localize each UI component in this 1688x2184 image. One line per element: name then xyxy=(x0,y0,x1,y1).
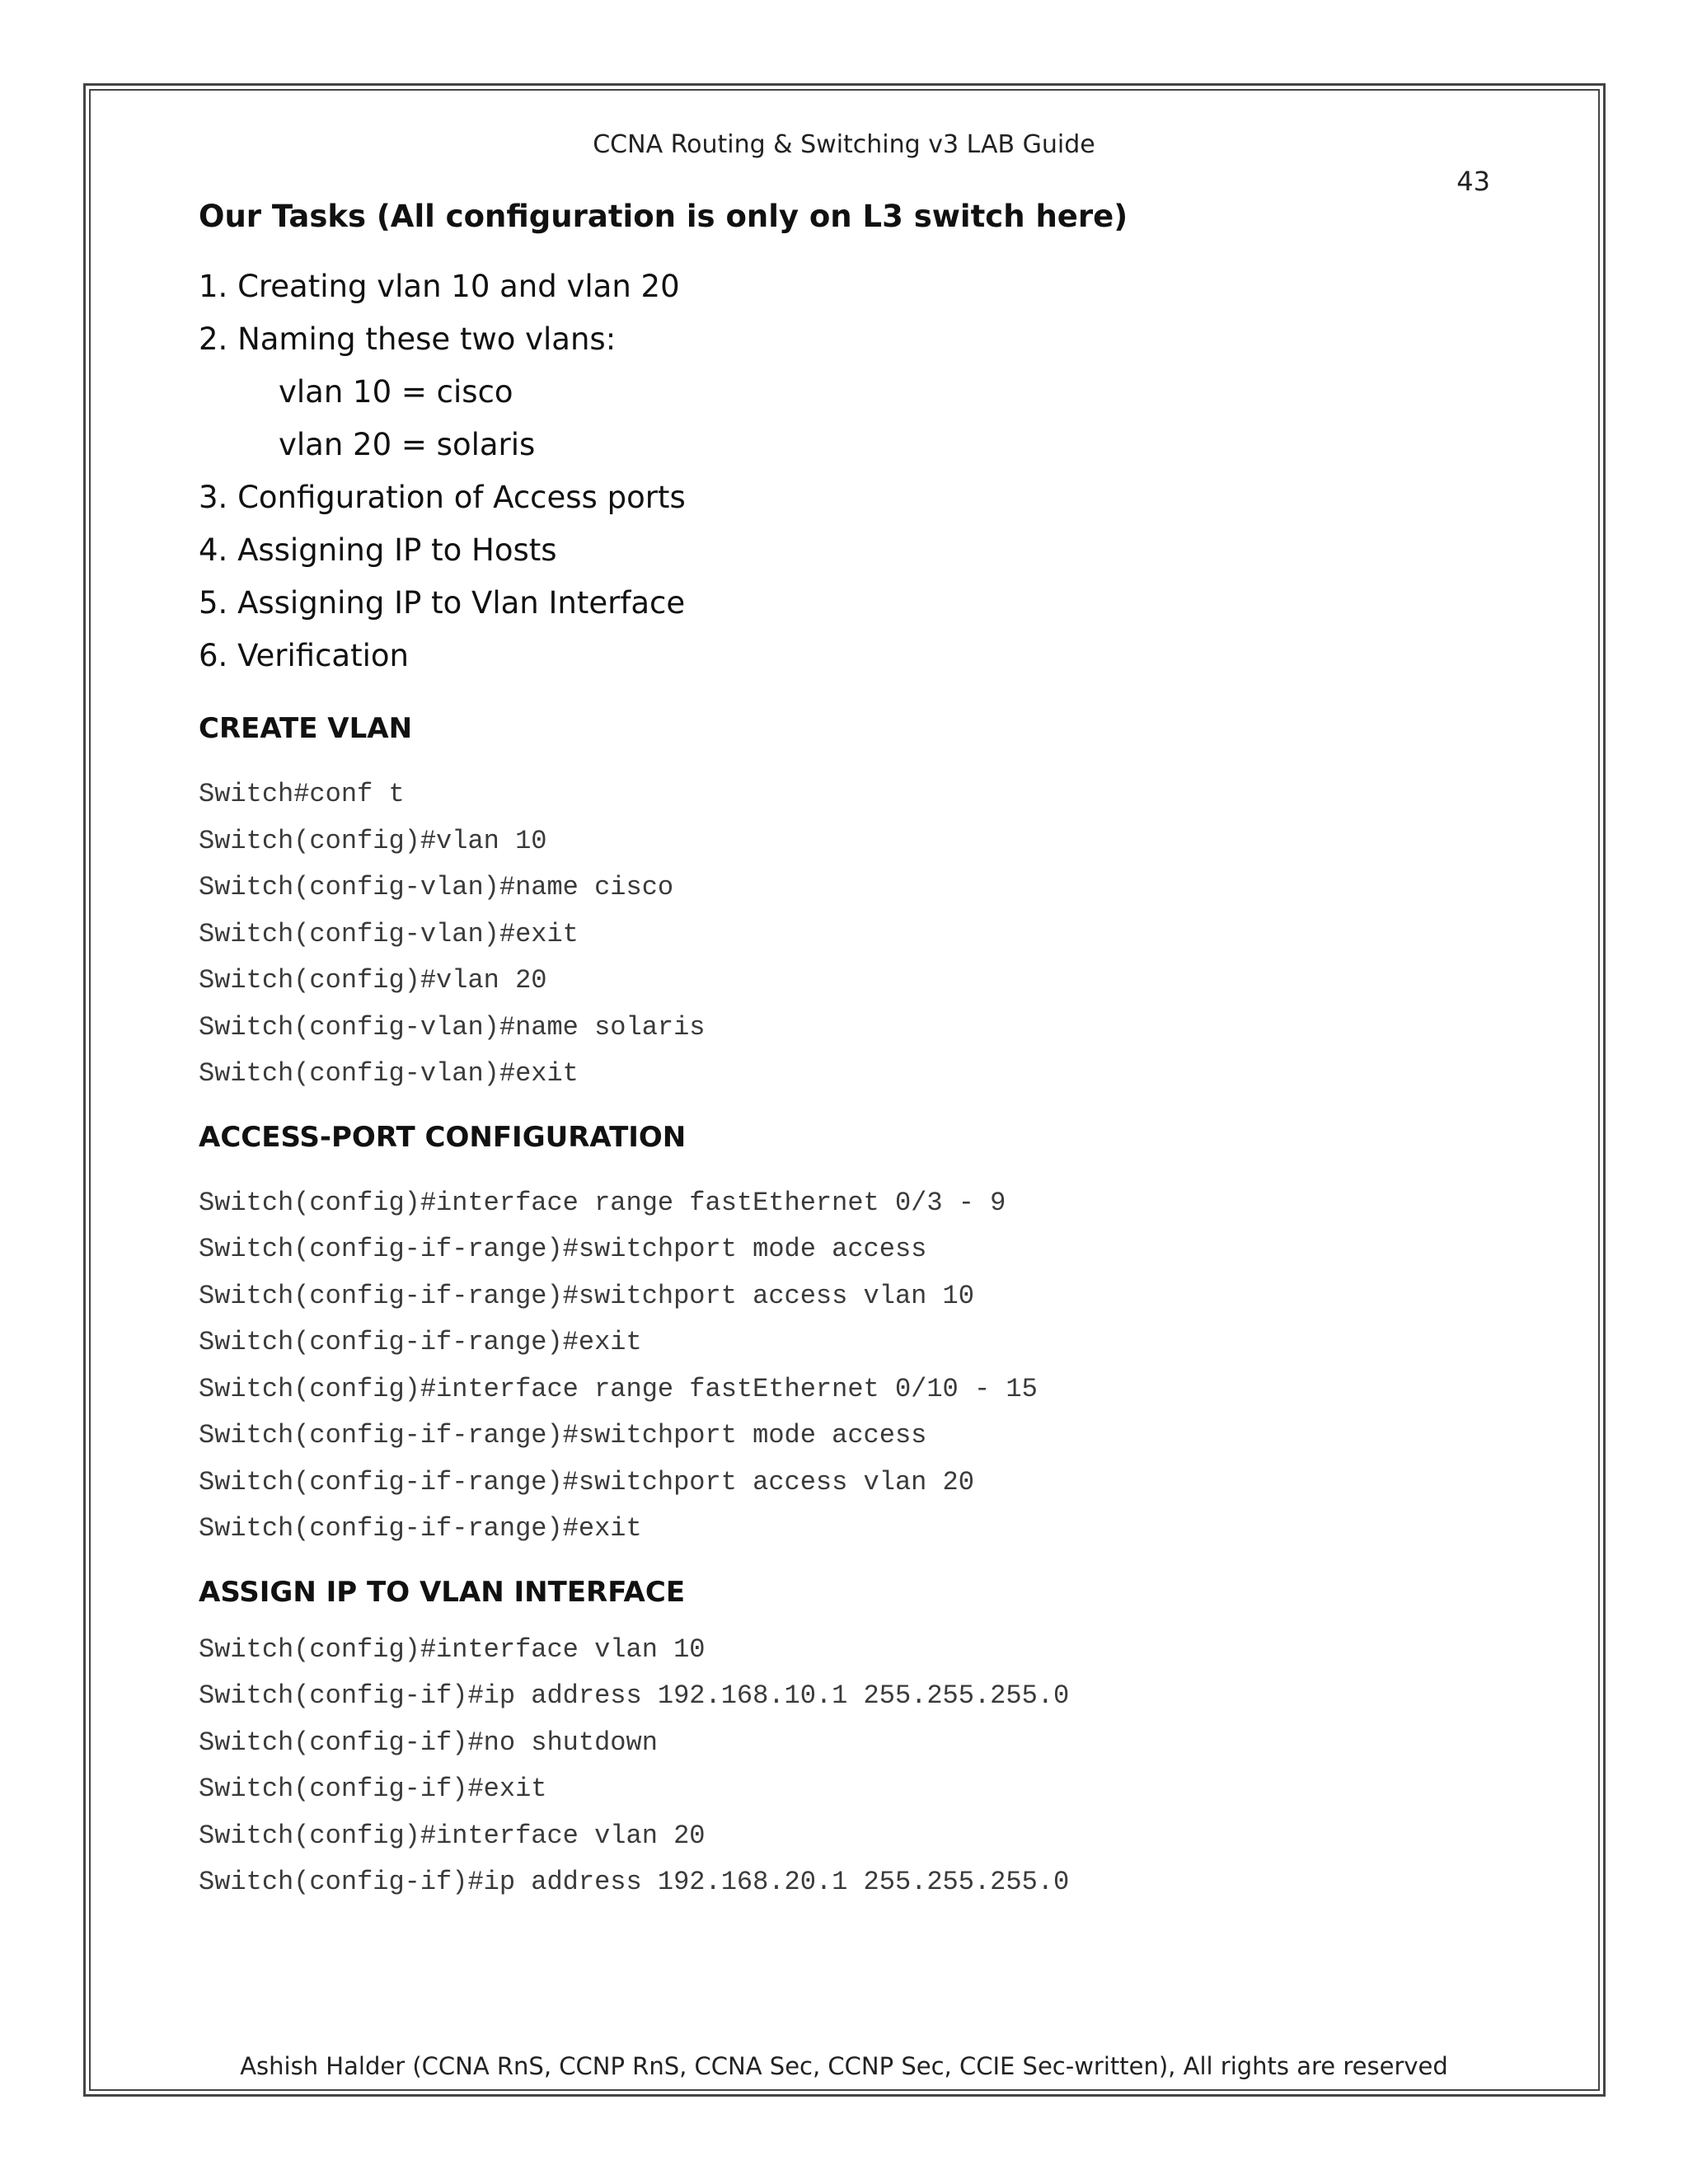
code-line: Switch(config-if-range)#exit xyxy=(199,1513,642,1544)
code-line: Switch(config-if-range)#exit xyxy=(199,1327,642,1357)
task-subitem: vlan 10 = cisco xyxy=(279,374,513,410)
task-subitem: vlan 20 = solaris xyxy=(279,427,536,462)
code-block-assign-ip xyxy=(199,1627,1517,1906)
task-item: 4. Assigning IP to Hosts xyxy=(199,532,557,568)
code-line: Switch(config)#interface range fastEthernet 0/3 - 9 xyxy=(199,1187,1006,1218)
code-line: Switch#conf t xyxy=(199,779,405,809)
code-block-access-port xyxy=(199,1180,1517,1553)
code-line: Switch(config)#interface range fastEthernet 0/10 - 15 xyxy=(199,1373,1038,1404)
task-item: 1. Creating vlan 10 and vlan 20 xyxy=(199,269,680,304)
code-line: Switch(config)#interface vlan 20 xyxy=(199,1820,706,1851)
section-heading-assign-ip: ASSIGN IP TO VLAN INTERFACE xyxy=(199,1575,686,1609)
task-item: 3. Configuration of Access ports xyxy=(199,480,686,515)
code-line: Switch(config-if-range)#switchport mode access xyxy=(199,1420,927,1451)
page-content xyxy=(199,198,1517,1906)
footer-copyright: Ashish Halder (CCNA RnS, CCNP RnS, CCNA Sec, CCNP Sec, CCIE Sec-written), All rights are reserved xyxy=(240,2052,1448,2080)
code-line: Switch(config-if)#exit xyxy=(199,1774,547,1804)
code-block-create-vlan xyxy=(199,771,1517,1098)
code-line: Switch(config-if)#ip address 192.168.20.1 255.255.255.0 xyxy=(199,1867,1070,1897)
section-heading-create-vlan: CREATE VLAN xyxy=(199,712,413,745)
tasks-heading: Our Tasks (All configuration is only on L3 switch here) xyxy=(199,199,1128,234)
code-line: Switch(config-if-range)#switchport access vlan 10 xyxy=(199,1280,974,1311)
code-line: Switch(config)#vlan 20 xyxy=(199,965,547,996)
running-header: CCNA Routing & Switching v3 LAB Guide xyxy=(593,130,1095,159)
task-item: 5. Assigning IP to Vlan Interface xyxy=(199,585,686,621)
task-item: 6. Verification xyxy=(199,638,409,673)
code-line: Switch(config-vlan)#exit xyxy=(199,918,579,949)
task-item: 2. Naming these two vlans: xyxy=(199,321,617,357)
code-line: Switch(config-vlan)#exit xyxy=(199,1058,579,1089)
code-line: Switch(config-if-range)#switchport access vlan 20 xyxy=(199,1466,974,1497)
code-line: Switch(config-if-range)#switchport mode access xyxy=(199,1234,927,1264)
code-line: Switch(config-if)#no shutdown xyxy=(199,1727,658,1758)
code-line: Switch(config)#interface vlan 10 xyxy=(199,1633,706,1665)
section-heading-access-port: ACCESS-PORT CONFIGURATION xyxy=(199,1120,687,1154)
page-number: 43 xyxy=(1456,166,1490,197)
task-list xyxy=(199,260,1517,682)
code-line: Switch(config-if)#ip address 192.168.10.1 255.255.255.0 xyxy=(199,1680,1070,1711)
code-line: Switch(config-vlan)#name cisco xyxy=(199,872,674,902)
code-line: Switch(config-vlan)#name solaris xyxy=(199,1011,706,1043)
code-line: Switch(config)#vlan 10 xyxy=(199,825,547,856)
